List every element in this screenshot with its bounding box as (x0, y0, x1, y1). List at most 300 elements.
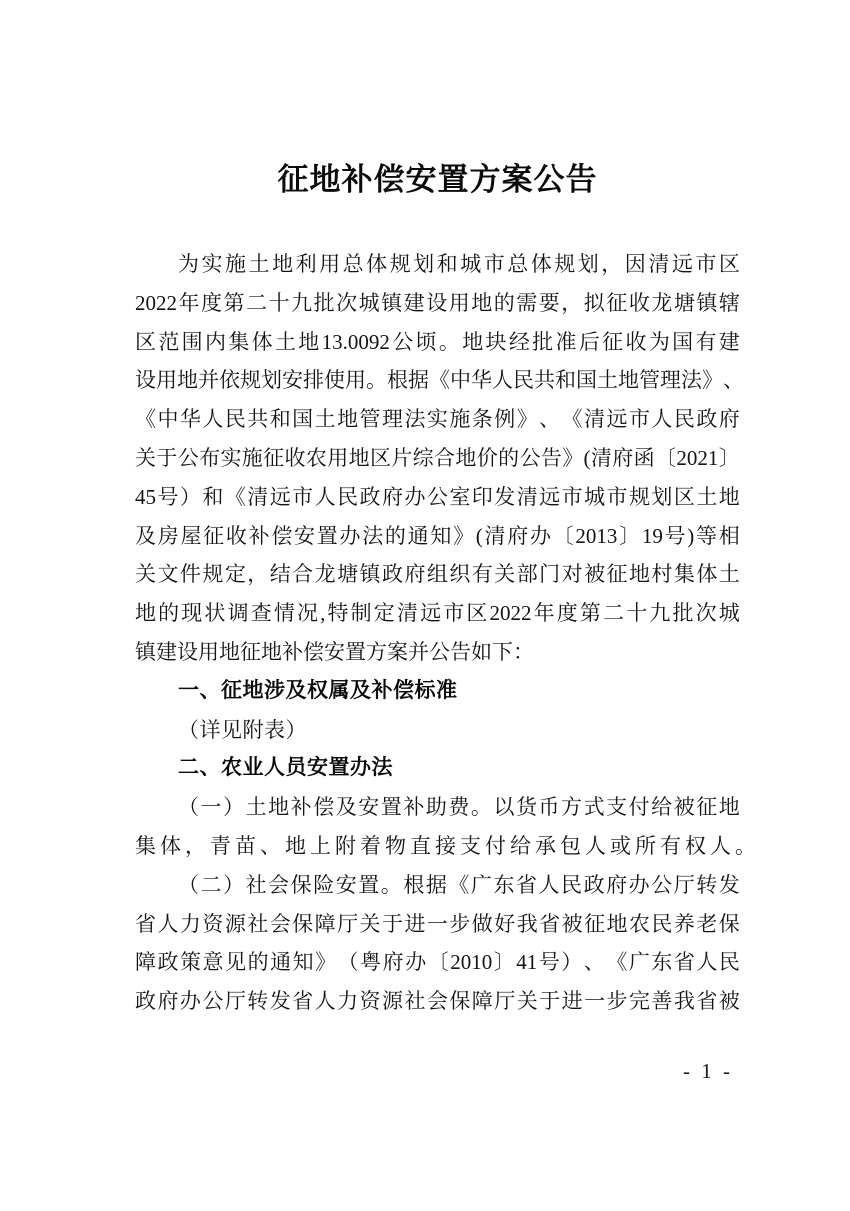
text-token: 2013 (575, 523, 618, 548)
text-token: 厅 (337, 911, 359, 936)
text-token: 2022 (135, 290, 177, 315)
text-token: 市 (483, 252, 505, 276)
text-token: 织 (449, 562, 471, 587)
text-token: 围 (181, 329, 203, 354)
text-token: 部 (516, 562, 538, 587)
text-token: 号 (538, 950, 560, 975)
text-token: 市 (443, 601, 465, 626)
text-token: 公 (651, 872, 673, 897)
text-token: 关 (135, 445, 156, 470)
text-token: 法 (681, 368, 702, 393)
text-token: 有 (695, 329, 717, 354)
text-token: 的 (498, 445, 520, 470)
text-token: 市 (561, 484, 583, 509)
text-token: 府 (718, 407, 740, 432)
text-token: 收 (628, 290, 650, 315)
text-token: 《 (606, 950, 628, 975)
text-token: 偿 (313, 795, 335, 820)
text-token: ） (223, 795, 245, 820)
text-token: 安 (358, 795, 380, 820)
text-token: 塘 (337, 562, 359, 587)
text-token: 批 (672, 601, 694, 626)
text-token: 会 (269, 911, 291, 936)
text-token: 公 (426, 484, 448, 509)
text-token: 要 (538, 290, 560, 315)
text-token: 方 (561, 795, 583, 820)
text-token: 我 (516, 911, 538, 936)
text-token: 府 (404, 562, 426, 587)
text-token: 置 (380, 795, 402, 820)
text-token: （ (178, 872, 199, 897)
text-token: 人 (696, 950, 718, 975)
text-token: 综 (412, 445, 434, 470)
text-token: 地 (337, 407, 359, 432)
text-token: 地 (606, 911, 628, 936)
text-token: 补 (403, 795, 425, 820)
text-token: 农 (628, 911, 650, 936)
text-token: 次 (695, 601, 717, 626)
text-token: 规 (389, 252, 411, 276)
text-token: 远 (671, 252, 693, 276)
text-token: 源 (224, 911, 246, 936)
text-token: ） (223, 872, 245, 897)
text-token: 九 (291, 290, 313, 315)
text-token: 《 (429, 368, 450, 393)
document-body (135, 245, 760, 1021)
text-token: 通 (407, 523, 429, 548)
text-token: 和 (269, 407, 291, 432)
text-token: 土 (248, 252, 270, 276)
text-token: 力 (179, 911, 201, 936)
text-token: 置 (316, 523, 338, 548)
text-token: 公 (202, 989, 224, 1014)
text-token: 、 (723, 368, 744, 393)
text-token: 体 (696, 562, 718, 587)
text-token: 保 (290, 872, 312, 897)
text-token: 地 (462, 329, 484, 354)
text-token: 地 (135, 601, 156, 626)
text-token: 地 (348, 445, 370, 470)
text-token: 土 (274, 329, 296, 354)
text-token: 粤 (360, 950, 382, 975)
text-token: 〕 (619, 523, 641, 548)
text-token: 情 (273, 601, 295, 626)
text-token: 拟 (583, 290, 605, 315)
text-token: 》 (315, 950, 337, 975)
text-token: 依 (219, 368, 240, 393)
text-token: 使 (324, 368, 345, 393)
text-token: 《 (448, 872, 470, 897)
text-token: 东 (651, 950, 673, 975)
text-token: 险 (313, 872, 335, 897)
text-token: 现 (181, 601, 203, 626)
text-token: 的 (247, 950, 269, 975)
page-number: - 1 - (683, 1059, 733, 1083)
text-token: 〕 (718, 445, 740, 470)
text-token: ( (475, 523, 483, 548)
text-token: 门 (539, 562, 561, 587)
text-token: 补 (290, 795, 312, 820)
text-token: 人 (492, 368, 513, 393)
text-token: 货 (515, 795, 537, 820)
text-token: 号 (157, 484, 179, 509)
text-token: 土 (696, 484, 718, 509)
text-token: 规 (240, 368, 261, 393)
text-token: 城 (718, 601, 740, 626)
text-token: 的 (493, 290, 515, 315)
text-token: 民 (513, 368, 534, 393)
text-token: 屋 (180, 523, 202, 548)
text-token: 划 (261, 368, 282, 393)
text-line (135, 400, 740, 439)
text-token: 45 (135, 484, 156, 509)
text-line (135, 439, 740, 478)
text-token: 二 (200, 872, 222, 897)
text-token: 辖 (718, 290, 740, 315)
text-token: 》 (702, 368, 723, 393)
text-token: 》 (453, 523, 475, 548)
text-token: 保 (718, 911, 740, 936)
text-token: 〔 (552, 523, 574, 548)
text-token: 二 (246, 290, 268, 315)
text-token: 政 (359, 484, 381, 509)
text-token: 法 (362, 523, 384, 548)
text-token: ( (583, 445, 591, 470)
text-token: 地 (718, 484, 740, 509)
text-token: 政 (157, 950, 179, 975)
text-line (135, 866, 740, 905)
text-token: 片 (391, 445, 413, 470)
text-token: 于 (381, 911, 403, 936)
text-token: （ (178, 795, 199, 820)
text-token: 保 (449, 989, 471, 1014)
text-token: 征 (203, 523, 225, 548)
text-token: 完 (628, 989, 650, 1014)
text-token: 费 (448, 795, 470, 820)
text-token: 第 (223, 290, 245, 315)
text-token: 征 (606, 562, 628, 587)
text-token: 十 (626, 601, 648, 626)
text-line (135, 245, 740, 284)
text-token: 会 (268, 872, 290, 897)
text-token: 厅 (673, 872, 695, 897)
text-token: 清 (648, 252, 670, 276)
text-token: 办 (628, 872, 650, 897)
text-token: 步 (449, 911, 471, 936)
text-token: 土 (314, 407, 336, 432)
text-token: 范 (158, 329, 180, 354)
text-token: 年 (533, 601, 555, 626)
document-title: 征地补偿安置方案公告 (277, 162, 598, 197)
text-token: （ (337, 950, 359, 975)
text-token: 进 (561, 989, 583, 1014)
text-token: 并 (198, 368, 219, 393)
text-token: 年 (178, 290, 200, 315)
text-token: 结 (269, 562, 291, 587)
text-token: 划 (413, 252, 435, 276)
text-token: 远 (606, 407, 628, 432)
text-token: 地 (628, 562, 650, 587)
text-token: 人 (538, 872, 560, 897)
text-token: 厅 (494, 989, 516, 1014)
text-token: 市 (628, 407, 650, 432)
text-line (135, 555, 740, 594)
text-token: 府 (382, 950, 404, 975)
text-token: 征 (602, 329, 624, 354)
text-token: 清 (247, 484, 269, 509)
text-token: 《 (224, 484, 246, 509)
text-token: 、 (539, 407, 561, 432)
text-token: 布 (199, 445, 221, 470)
text-line (135, 323, 740, 362)
text-token: 东 (493, 872, 515, 897)
text-token: 远 (539, 484, 561, 509)
text-token: 施 (225, 252, 247, 276)
text-token: 地 (455, 445, 477, 470)
text-token: 策 (180, 950, 202, 975)
text-token: 2010 (450, 950, 493, 975)
text-token: 据 (425, 872, 447, 897)
text-token: 民 (651, 911, 673, 936)
text-token: 龙 (314, 562, 336, 587)
text-token: 实 (426, 407, 448, 432)
text-token: 收 (225, 523, 247, 548)
text-token: 镇 (381, 290, 403, 315)
text-token: 清 (584, 407, 606, 432)
text-token: 币 (538, 795, 560, 820)
text-token: 据 (408, 368, 429, 393)
text-token: 例 (494, 407, 516, 432)
text-token: 办 (179, 989, 201, 1014)
text-token: 府 (157, 989, 179, 1014)
text-token: 〔 (427, 950, 449, 975)
text-token: 地 (272, 252, 294, 276)
text-token: 办 (404, 484, 426, 509)
text-token: 村 (651, 562, 673, 587)
text-token: 根 (387, 368, 408, 393)
text-line: 一、征地涉及权属及补偿标准 (178, 678, 458, 702)
text-token: 办 (405, 950, 427, 975)
text-token: 查 (250, 601, 272, 626)
text-token: 《 (135, 407, 156, 432)
text-token: 。 (380, 872, 402, 897)
text-token: 民 (561, 872, 583, 897)
text-token: 省 (135, 911, 156, 936)
text-token: 进 (404, 911, 426, 936)
text-token: 准 (555, 329, 577, 354)
text-token: 》 (516, 407, 538, 432)
text-token: 规 (554, 252, 576, 276)
text-token: 区 (718, 252, 740, 276)
text-token: 需 (516, 290, 538, 315)
text-token: 府 (606, 872, 628, 897)
text-token: 管 (639, 368, 660, 393)
text-token: 转 (696, 872, 718, 897)
text-token: 区 (369, 445, 391, 470)
text-token: ， (561, 290, 583, 315)
text-token: 用 (156, 368, 177, 393)
text-token: 障 (471, 989, 493, 1014)
text-token: 调 (227, 601, 249, 626)
text-token: 关 (135, 562, 156, 587)
text-token: 征 (584, 911, 606, 936)
text-token: 实 (201, 252, 223, 276)
text-token: 有 (471, 562, 493, 587)
text-token: 养 (673, 911, 695, 936)
text-token: 房 (157, 523, 179, 548)
text-token: 给 (651, 795, 673, 820)
text-token: 等 (695, 523, 717, 548)
text-token: 府 (381, 484, 403, 509)
text-token: 二 (603, 601, 625, 626)
text-token: 国 (576, 368, 597, 393)
text-token: 集 (673, 562, 695, 587)
text-token: 规 (202, 562, 224, 587)
text-token: 地 (471, 290, 493, 315)
text-token: 华 (179, 407, 201, 432)
text-token: 和 (202, 484, 224, 509)
text-token: 施 (241, 445, 263, 470)
text-token: 中 (450, 368, 471, 393)
text-token: 总 (507, 252, 529, 276)
text-token: 总 (342, 252, 364, 276)
text-token: 2022 (489, 601, 532, 626)
text-token: 用 (345, 368, 366, 393)
text-token: 偿 (271, 523, 293, 548)
text-token: 于 (539, 989, 561, 1014)
text-line (135, 284, 740, 323)
text-token: 度 (201, 290, 223, 315)
text-line (135, 361, 744, 400)
text-token: 省 (515, 872, 537, 897)
text-token: 置 (358, 872, 380, 897)
text-token: 函 (633, 445, 655, 470)
text-token: 价 (476, 445, 498, 470)
text-token: 收 (284, 445, 306, 470)
text-token: 九 (649, 601, 671, 626)
text-token: 我 (673, 989, 695, 1014)
text-token: 块 (485, 329, 507, 354)
text-token: 助 (425, 795, 447, 820)
text-token: 人 (157, 911, 179, 936)
text-token: 为 (178, 252, 199, 276)
text-token: 相 (718, 523, 740, 548)
text-token: 一 (200, 795, 222, 820)
text-token: 府 (507, 523, 529, 548)
text-token: 建 (718, 329, 740, 354)
text-token: 民 (718, 950, 740, 975)
text-token: 善 (651, 989, 673, 1014)
text-token: 法 (404, 407, 426, 432)
text-token: ） (561, 950, 583, 975)
text-token: 顷 (415, 329, 437, 354)
text-token: 2021 (676, 445, 719, 470)
text-token: 批 (532, 329, 554, 354)
text-token: 建 (403, 290, 425, 315)
text-token: 塘 (673, 290, 695, 315)
text-token: 政 (583, 872, 605, 897)
text-token: ， (601, 252, 623, 276)
text-token: 清 (396, 601, 418, 626)
text-token: 内 (204, 329, 226, 354)
text-token: 障 (135, 950, 156, 975)
text-token: 区 (466, 601, 488, 626)
text-token: 13.0092 (321, 329, 390, 354)
text-token: 文 (157, 562, 179, 587)
text-token: 理 (381, 407, 403, 432)
text-token: 实 (220, 445, 242, 470)
text-token: 转 (247, 989, 269, 1014)
text-token: 组 (426, 562, 448, 587)
text-token: 及 (335, 795, 357, 820)
text-line: （详见附表） (178, 717, 307, 742)
text-token: 后 (578, 329, 600, 354)
text-token: 理 (660, 368, 681, 393)
text-token: 设 (426, 290, 448, 315)
text-token: 被 (561, 911, 583, 936)
text-token: ） (179, 484, 201, 509)
text-token: 地 (298, 329, 320, 354)
text-token: 用 (448, 290, 470, 315)
text-token: 第 (579, 601, 601, 626)
text-token: 和 (436, 252, 458, 276)
text-token: 经 (508, 329, 530, 354)
text-token: 镇 (696, 290, 718, 315)
text-token: 被 (718, 989, 740, 1014)
text-token: 市 (695, 252, 717, 276)
text-token: 源 (381, 989, 403, 1014)
text-token: 状 (204, 601, 226, 626)
text-token: 知 (292, 950, 314, 975)
text-token: 次 (336, 290, 358, 315)
text-token: 对 (561, 562, 583, 587)
text-token: 》 (562, 445, 584, 470)
text-line: 集体，青苗、地上附着物直接支付给承包人或所有权人。 (135, 833, 760, 858)
text-token: 关 (516, 989, 538, 1014)
text-token: 〔 (654, 445, 676, 470)
text-line (135, 943, 740, 982)
text-token: 民 (337, 484, 359, 509)
text-token: 城 (358, 290, 380, 315)
text-line (135, 478, 740, 517)
text-token: 及 (135, 523, 156, 548)
text-token: 告 (540, 445, 562, 470)
text-token: 安 (335, 872, 357, 897)
text-token: 体 (251, 329, 273, 354)
text-token: 区 (673, 484, 695, 509)
text-token: 政 (381, 562, 403, 587)
text-token: 征 (263, 445, 285, 470)
text-token: 老 (696, 911, 718, 936)
text-line: 镇建设用地征地补偿安置方案并公告如下： (135, 639, 534, 664)
text-token: 清 (484, 523, 506, 548)
text-token: 定 (224, 562, 246, 587)
text-token: 政 (135, 989, 156, 1014)
text-token: 人 (651, 407, 673, 432)
text-token: 件 (179, 562, 201, 587)
text-token: 广 (628, 950, 650, 975)
text-token: ) (687, 523, 695, 548)
text-token: 的 (384, 523, 406, 548)
text-token: 府 (612, 445, 634, 470)
text-token: 做 (471, 911, 493, 936)
text-token: 。 (470, 795, 492, 820)
text-token: 〕 (493, 950, 515, 975)
text-token: 用 (327, 445, 349, 470)
text-token: 清 (590, 445, 612, 470)
text-token: 征 (696, 795, 718, 820)
text-token: 发 (494, 484, 516, 509)
